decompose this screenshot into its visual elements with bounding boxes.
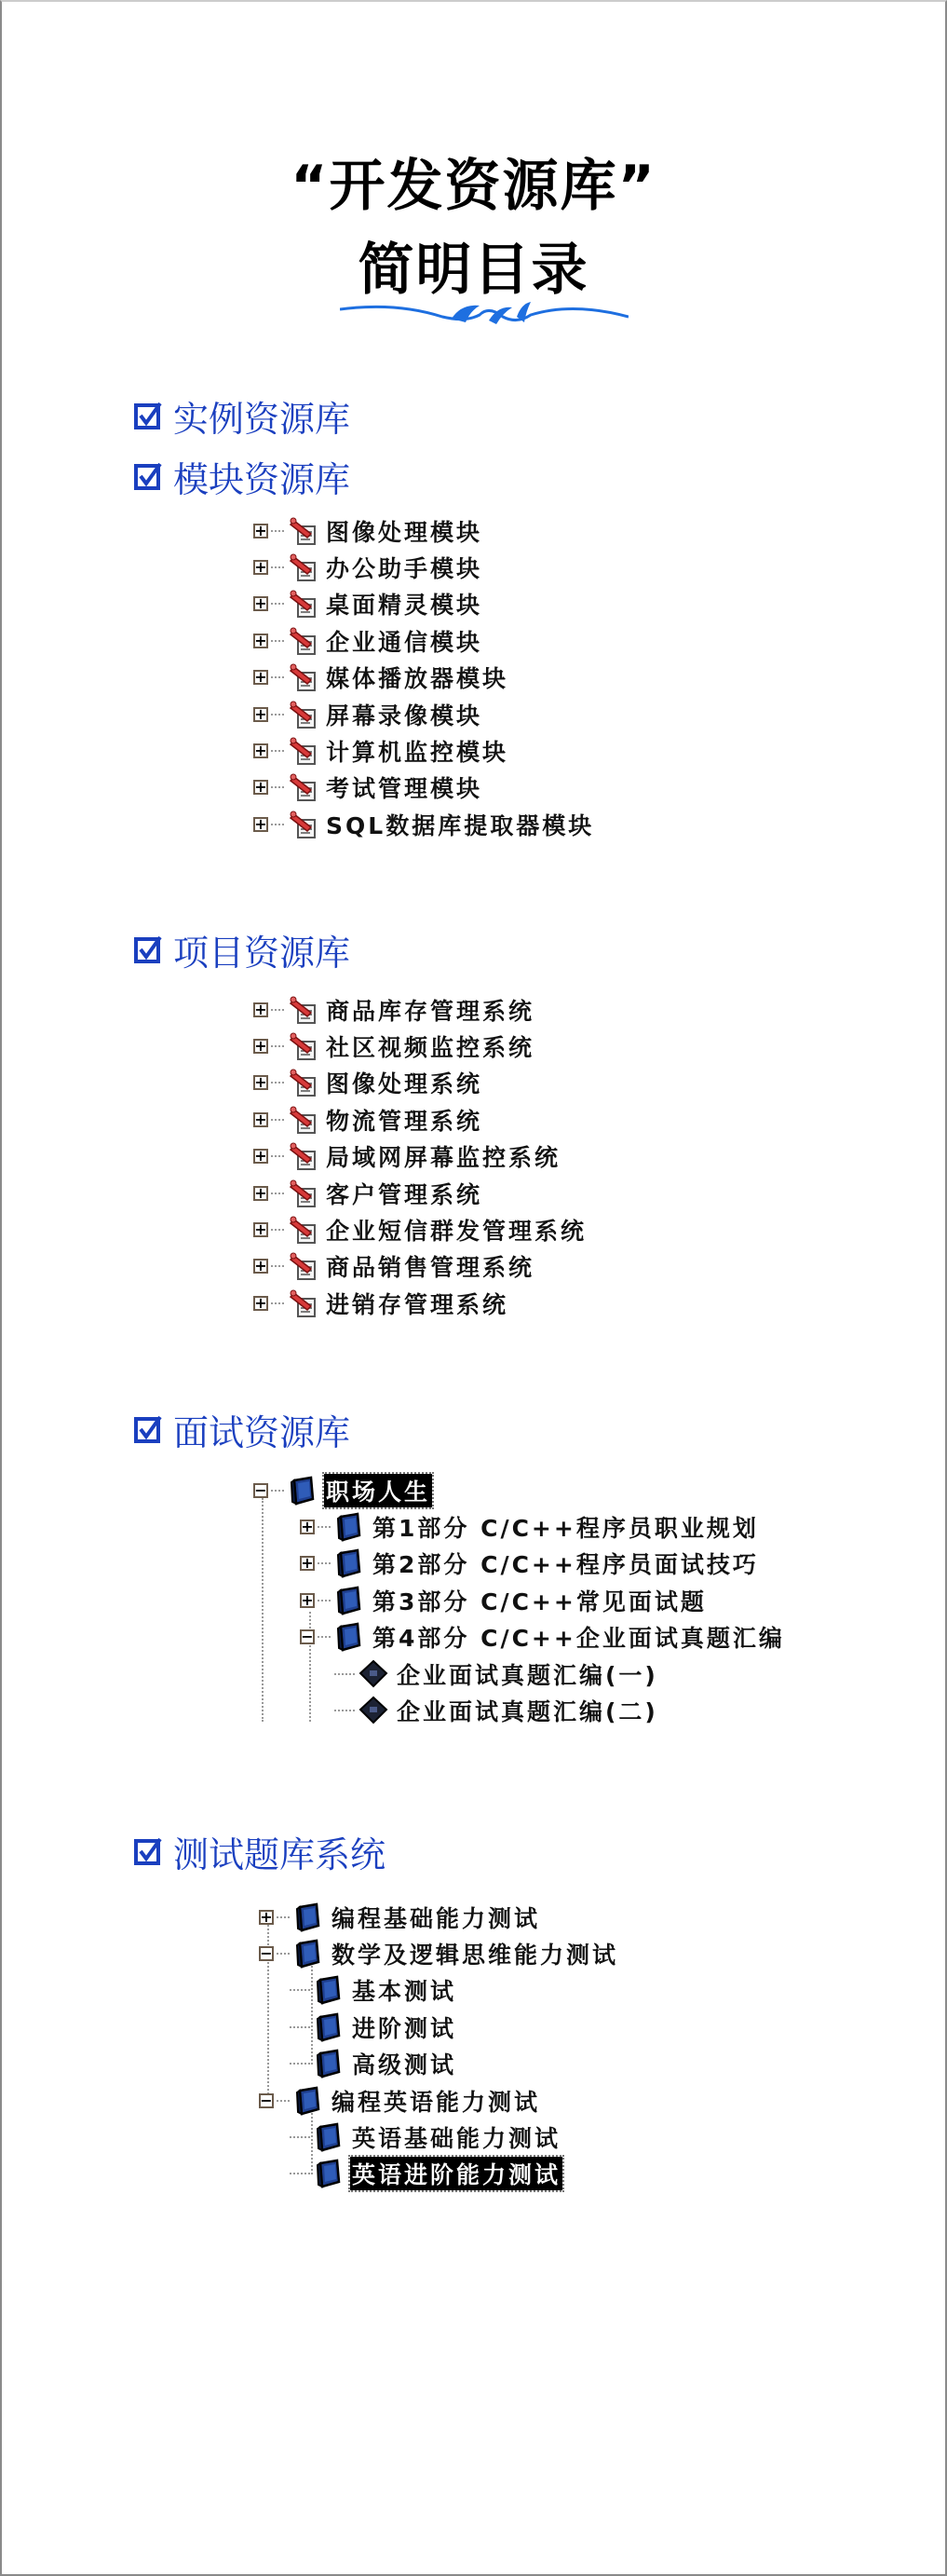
item-label: 媒体播放器模块 bbox=[326, 665, 509, 693]
section-label: 模块资源库 bbox=[173, 458, 351, 500]
item-label: 企业通信模块 bbox=[326, 628, 483, 656]
expand-button[interactable]: + bbox=[254, 1257, 267, 1275]
item-label: 企业面试真题汇编(二) bbox=[397, 1698, 658, 1726]
item-label: 屏幕录像模块 bbox=[326, 702, 483, 729]
book-folder-icon bbox=[292, 1901, 324, 1933]
tree-connector bbox=[318, 1600, 331, 1601]
section-label: 面试资源库 bbox=[173, 1411, 351, 1453]
tree-connector bbox=[277, 1953, 290, 1955]
book-folder-icon bbox=[313, 2011, 345, 2043]
book-folder-icon bbox=[313, 2158, 345, 2189]
item-label: 编程英语能力测试 bbox=[331, 2088, 541, 2116]
checkbox-checked-icon bbox=[134, 402, 162, 429]
section-label: 测试题库系统 bbox=[173, 1833, 386, 1875]
collapse-button[interactable]: − bbox=[260, 2091, 273, 2109]
diamond-chapter-icon bbox=[358, 1658, 389, 1690]
tree-connector bbox=[290, 2173, 310, 2174]
item-label: 进销存管理系统 bbox=[326, 1290, 509, 1318]
item-label: 办公助手模块 bbox=[326, 555, 483, 583]
tree-connector bbox=[271, 1119, 284, 1121]
module-pencil-note-icon bbox=[287, 1288, 318, 1319]
project-list bbox=[253, 991, 588, 1322]
list-item[interactable] bbox=[253, 732, 596, 769]
expand-button[interactable]: + bbox=[254, 1183, 267, 1202]
wave-ornament-icon bbox=[340, 296, 629, 330]
tree-connector bbox=[271, 1490, 284, 1492]
expand-button[interactable]: + bbox=[254, 1147, 267, 1165]
list-item[interactable] bbox=[253, 1248, 588, 1285]
item-label: 数学及逻辑思维能力测试 bbox=[331, 1942, 619, 1969]
book-folder-icon bbox=[313, 2121, 345, 2153]
module-pencil-note-icon bbox=[287, 588, 318, 620]
expand-button[interactable]: + bbox=[254, 778, 267, 797]
book-folder-icon bbox=[313, 1974, 345, 2006]
item-label: 局域网屏幕监控系统 bbox=[326, 1144, 561, 1172]
tree-node[interactable] bbox=[259, 2082, 620, 2119]
expand-button[interactable]: + bbox=[254, 814, 267, 833]
tree-connector bbox=[334, 1673, 355, 1675]
expand-button[interactable]: + bbox=[301, 1518, 314, 1536]
collapse-button[interactable]: − bbox=[301, 1628, 314, 1646]
tree-node[interactable] bbox=[259, 2156, 620, 2192]
item-label: 考试管理模块 bbox=[326, 775, 483, 803]
list-item[interactable] bbox=[253, 622, 596, 659]
checkbox-checked-icon bbox=[134, 935, 162, 963]
expand-button[interactable]: + bbox=[254, 594, 267, 613]
tree-node[interactable] bbox=[259, 2046, 620, 2082]
list-item[interactable] bbox=[253, 660, 596, 696]
collapse-button[interactable]: − bbox=[254, 1480, 267, 1499]
module-pencil-note-icon bbox=[287, 661, 318, 693]
section-label: 项目资源库 bbox=[173, 932, 351, 974]
expand-button[interactable]: + bbox=[254, 521, 267, 539]
module-pencil-note-icon bbox=[287, 994, 318, 1026]
test-tree bbox=[259, 1899, 620, 2192]
module-pencil-note-icon bbox=[287, 625, 318, 657]
tree-connector bbox=[271, 714, 284, 716]
list-item[interactable] bbox=[253, 512, 596, 549]
list-item[interactable] bbox=[253, 770, 596, 806]
item-label: 进阶测试 bbox=[352, 2014, 457, 2042]
expand-button[interactable]: + bbox=[254, 1220, 267, 1239]
tree-node[interactable] bbox=[259, 2009, 620, 2045]
tree-connector bbox=[271, 603, 284, 605]
item-label: 桌面精灵模块 bbox=[326, 592, 483, 620]
section-label: 实例资源库 bbox=[173, 398, 351, 440]
collapse-button[interactable]: − bbox=[260, 1944, 273, 1963]
page-title: “开发资源库” bbox=[291, 154, 656, 219]
section-heading-tests[interactable] bbox=[134, 1829, 386, 1874]
tree-connector bbox=[290, 2063, 310, 2065]
item-label: 社区视频监控系统 bbox=[326, 1034, 535, 1062]
tree-connector bbox=[271, 1155, 284, 1157]
book-folder-icon bbox=[333, 1547, 365, 1579]
selected-item-label: 职场人生 bbox=[324, 1474, 432, 1507]
module-pencil-note-icon bbox=[287, 735, 318, 767]
item-label: 物流管理系统 bbox=[326, 1107, 483, 1135]
checkbox-checked-icon bbox=[134, 1837, 162, 1865]
list-item[interactable] bbox=[253, 1028, 588, 1064]
expand-button[interactable]: + bbox=[260, 1907, 273, 1926]
tree-connector bbox=[271, 1009, 284, 1011]
section-heading-examples[interactable] bbox=[134, 393, 350, 438]
tree-connector bbox=[271, 786, 284, 788]
tree-connector bbox=[271, 640, 284, 642]
expand-button[interactable]: + bbox=[254, 742, 267, 760]
page-subtitle: 简明目录 bbox=[358, 238, 589, 303]
book-folder-icon bbox=[333, 1585, 365, 1616]
module-pencil-note-icon bbox=[287, 699, 318, 730]
expand-button[interactable]: + bbox=[254, 704, 267, 723]
tree-connector bbox=[271, 676, 284, 678]
book-folder-icon bbox=[333, 1621, 365, 1653]
module-pencil-note-icon bbox=[287, 1214, 318, 1246]
module-pencil-note-icon bbox=[287, 515, 318, 547]
list-item[interactable] bbox=[253, 549, 596, 585]
item-label: SQL数据库提取器模块 bbox=[326, 811, 595, 839]
item-label: 客户管理系统 bbox=[326, 1180, 483, 1208]
expand-button[interactable]: + bbox=[254, 1073, 267, 1092]
tree-node[interactable] bbox=[259, 1899, 620, 1935]
expand-button[interactable]: + bbox=[254, 668, 267, 687]
tree-connector bbox=[334, 1710, 355, 1711]
interview-tree bbox=[253, 1472, 787, 1729]
item-label: 英语基础能力测试 bbox=[352, 2125, 561, 2153]
module-pencil-note-icon bbox=[287, 1140, 318, 1172]
selected-item-label: 英语进阶能力测试 bbox=[350, 2157, 562, 2190]
list-item[interactable] bbox=[253, 1065, 588, 1101]
expand-button[interactable]: + bbox=[301, 1554, 314, 1573]
list-item[interactable] bbox=[253, 806, 596, 842]
list-item[interactable] bbox=[253, 696, 596, 732]
module-pencil-note-icon bbox=[287, 1030, 318, 1062]
item-label: 第4部分 C/C++企业面试真题汇编 bbox=[372, 1625, 785, 1653]
book-folder-icon bbox=[292, 2085, 324, 2117]
item-label: 计算机监控模块 bbox=[326, 739, 509, 767]
list-item[interactable] bbox=[253, 1138, 588, 1175]
book-folder-icon bbox=[292, 1938, 324, 1969]
tree-node[interactable] bbox=[253, 1508, 787, 1545]
section-heading-projects[interactable] bbox=[134, 927, 350, 972]
tree-connector bbox=[271, 1193, 284, 1194]
item-label: 高级测试 bbox=[352, 2051, 457, 2079]
expand-button[interactable]: + bbox=[254, 558, 267, 577]
list-item[interactable] bbox=[253, 1211, 588, 1247]
module-list bbox=[253, 512, 596, 843]
tree-connector bbox=[271, 1082, 284, 1084]
section-heading-interview[interactable] bbox=[134, 1407, 350, 1452]
tree-node[interactable] bbox=[253, 1656, 787, 1692]
module-pencil-note-icon bbox=[287, 1178, 318, 1209]
module-pencil-note-icon bbox=[287, 552, 318, 583]
tree-connector bbox=[318, 1562, 331, 1564]
tree-connector bbox=[277, 2100, 290, 2102]
expand-button[interactable]: + bbox=[254, 1000, 267, 1018]
expand-button[interactable]: + bbox=[254, 1037, 267, 1056]
module-pencil-note-icon bbox=[287, 1067, 318, 1098]
tree-node[interactable] bbox=[253, 1582, 787, 1618]
item-label: 商品库存管理系统 bbox=[326, 997, 535, 1025]
item-label: 企业面试真题汇编(一) bbox=[397, 1661, 658, 1689]
item-label: 编程基础能力测试 bbox=[331, 1904, 541, 1932]
item-label: 第3部分 C/C++常见面试题 bbox=[372, 1588, 707, 1615]
tree-connector bbox=[271, 824, 284, 825]
tree-connector bbox=[318, 1636, 331, 1638]
item-label: 图像处理模块 bbox=[326, 518, 483, 546]
book-folder-icon bbox=[333, 1511, 365, 1543]
tree-connector bbox=[277, 1916, 290, 1918]
tree-connector bbox=[271, 1265, 284, 1267]
tree-connector bbox=[271, 1045, 284, 1047]
tree-node[interactable] bbox=[253, 1619, 787, 1656]
module-pencil-note-icon bbox=[287, 1104, 318, 1136]
book-folder-icon bbox=[287, 1475, 318, 1506]
tree-node[interactable] bbox=[259, 1935, 620, 1971]
expand-button[interactable]: + bbox=[254, 631, 267, 649]
checkbox-checked-icon bbox=[134, 462, 162, 490]
list-item[interactable] bbox=[253, 1101, 588, 1138]
tree-connector bbox=[271, 566, 284, 568]
tree-connector bbox=[271, 750, 284, 752]
expand-button[interactable]: + bbox=[301, 1590, 314, 1609]
tree-connector bbox=[290, 2026, 310, 2028]
list-item[interactable] bbox=[253, 1175, 588, 1211]
tree-node[interactable] bbox=[253, 1692, 787, 1728]
item-label: 第2部分 C/C++程序员面试技巧 bbox=[372, 1551, 759, 1579]
tree-node[interactable] bbox=[259, 1972, 620, 2009]
section-heading-modules[interactable] bbox=[134, 454, 350, 498]
tree-node[interactable] bbox=[253, 1546, 787, 1582]
tree-node[interactable] bbox=[259, 2119, 620, 2155]
item-label: 第1部分 C/C++程序员职业规划 bbox=[372, 1515, 759, 1543]
tree-node[interactable] bbox=[253, 1472, 787, 1508]
item-label: 企业短信群发管理系统 bbox=[326, 1218, 588, 1246]
list-item[interactable] bbox=[253, 586, 596, 622]
expand-button[interactable]: + bbox=[254, 1293, 267, 1312]
checkbox-checked-icon bbox=[134, 1415, 162, 1443]
item-label: 图像处理系统 bbox=[326, 1070, 483, 1098]
tree-connector bbox=[318, 1526, 331, 1528]
module-pencil-note-icon bbox=[287, 771, 318, 803]
list-item[interactable] bbox=[253, 1285, 588, 1321]
book-folder-icon bbox=[313, 2048, 345, 2079]
tree-connector bbox=[271, 1229, 284, 1231]
tree-connector bbox=[290, 1989, 310, 1991]
item-label: 基本测试 bbox=[352, 1978, 457, 2006]
item-label: 商品销售管理系统 bbox=[326, 1254, 535, 1282]
module-pencil-note-icon bbox=[287, 809, 318, 840]
list-item[interactable] bbox=[253, 991, 588, 1028]
tree-connector bbox=[271, 1302, 284, 1304]
diamond-chapter-icon bbox=[358, 1695, 389, 1726]
tree-connector bbox=[290, 2136, 310, 2138]
module-pencil-note-icon bbox=[287, 1250, 318, 1282]
expand-button[interactable]: + bbox=[254, 1110, 267, 1128]
tree-connector bbox=[271, 530, 284, 532]
